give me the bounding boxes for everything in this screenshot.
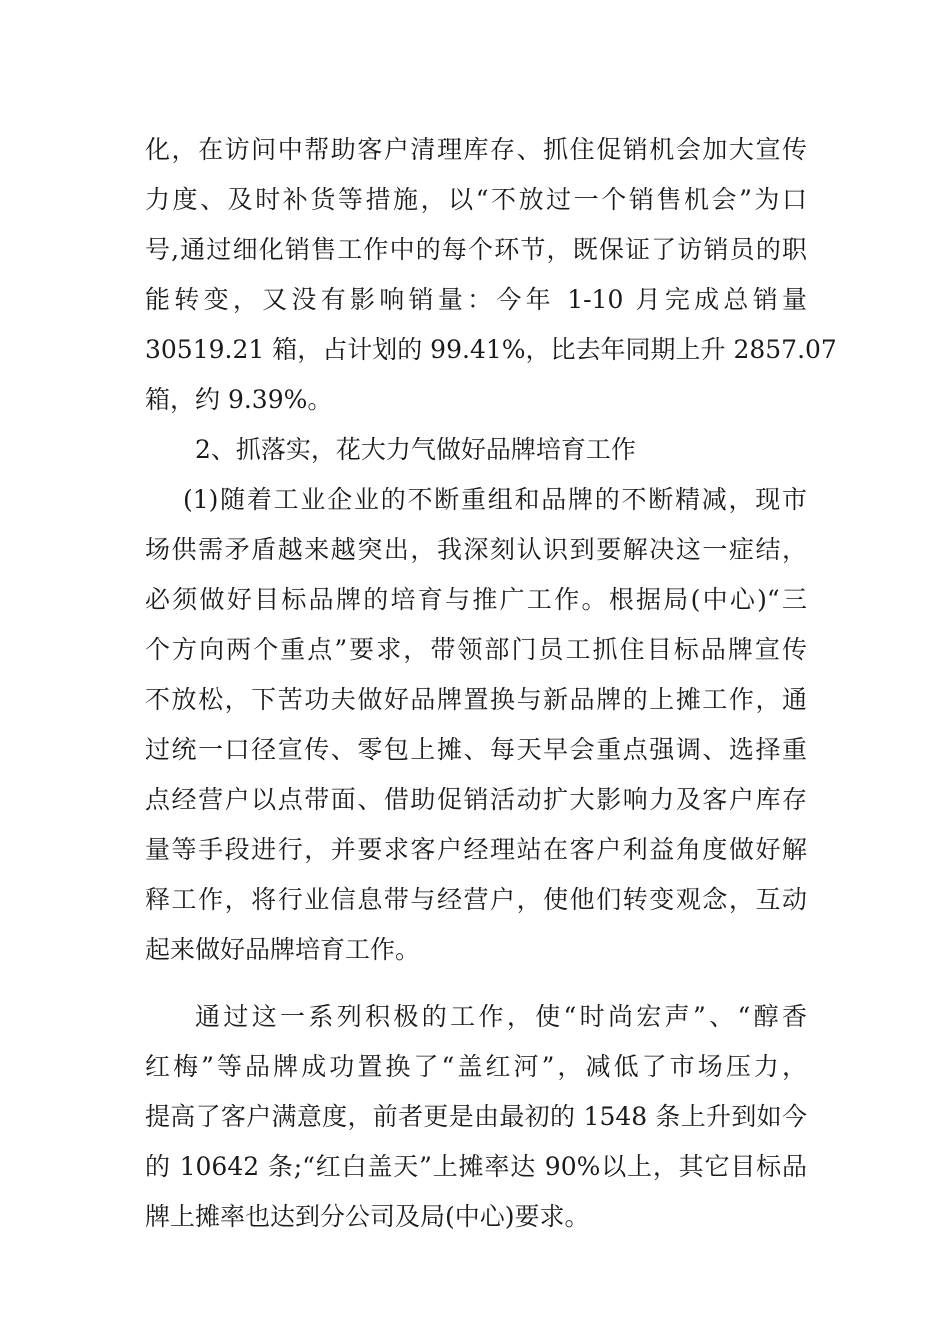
paragraph-line: 牌上摊率也达到分公司及局(中心)要求。 (145, 1202, 590, 1231)
paragraph-line: 化，在访问中帮助客户清理库存、抓住促销机会加大宣传 (145, 135, 807, 164)
paragraph-line: 量等手段进行，并要求客户经理站在客户利益角度做好解 (145, 835, 807, 864)
paragraph-line: 释工作，将行业信息带与经营户，使他们转变观念，互动 (145, 885, 807, 914)
paragraph-line: 过统一口径宣传、零包上摊、每天早会重点强调、选择重 (145, 735, 807, 764)
paragraph-line: 点经营户以点带面、借助促销活动扩大影响力及客户库存 (145, 785, 807, 814)
paragraph-line: (1)随着工业企业的不断重组和品牌的不断精减，现市 (183, 485, 807, 514)
paragraph-line: 个方向两个重点”要求，带领部门员工抓住目标品牌宣传 (145, 635, 807, 664)
paragraph-line: 的 10642 条;“红白盖天”上摊率达 90%以上，其它目标品 (145, 1152, 807, 1181)
paragraph-line: 起来做好品牌培育工作。 (145, 935, 421, 964)
paragraph-line: 能转变，又没有影响销量：今年 1-10 月完成总销量 (145, 285, 807, 314)
paragraph-line: 30519.21 箱，占计划的 99.41%，比去年同期上升 2857.07 (145, 335, 837, 364)
paragraph-line: 红梅”等品牌成功置换了“盖红河”，减低了市场压力， (145, 1052, 807, 1081)
paragraph-line: 必须做好目标品牌的培育与推广工作。根据局(中心)“三 (145, 585, 807, 614)
section-heading: 2、抓落实，花大力气做好品牌培育工作 (195, 435, 636, 464)
paragraph-line: 通过这一系列积极的工作，使“时尚宏声”、“醇香 (195, 1002, 807, 1031)
paragraph-line: 不放松，下苦功夫做好品牌置换与新品牌的上摊工作，通 (145, 685, 807, 714)
paragraph-line: 提高了客户满意度，前者更是由最初的 1548 条上升到如今 (145, 1102, 807, 1131)
paragraph-line: 场供需矛盾越来越突出，我深刻认识到要解决这一症结， (145, 535, 807, 564)
paragraph-line: 力度、及时补货等措施，以“不放过一个销售机会”为口 (145, 185, 807, 214)
paragraph-line: 号,通过细化销售工作中的每个环节，既保证了访销员的职 (145, 235, 807, 264)
paragraph-line: 箱，约 9.39%。 (145, 385, 333, 414)
